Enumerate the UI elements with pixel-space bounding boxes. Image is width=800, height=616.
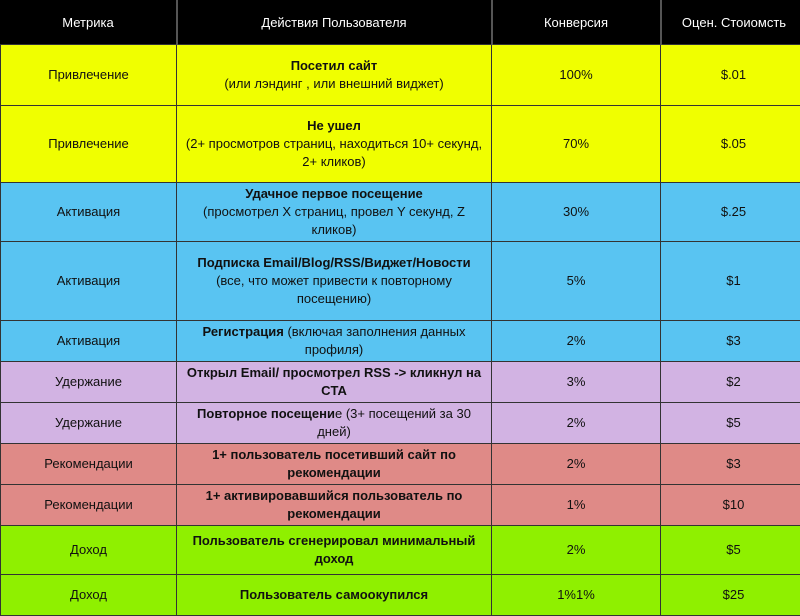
conversion-cell: 1%1% — [492, 575, 661, 616]
header-row — [1, 0, 800, 45]
conversion-cell: 2% — [492, 321, 661, 362]
action-cell — [177, 444, 492, 485]
action-rest: (все, что может привести к повторному посещению) — [216, 273, 452, 306]
action-cell — [177, 45, 492, 106]
action-cell — [177, 242, 492, 321]
cost-cell: $3 — [661, 321, 800, 362]
action-bold: Пользователь самоокупился — [240, 587, 428, 602]
action-bold: Удачное первое посещение — [245, 186, 423, 201]
table-row — [1, 242, 800, 321]
table-row — [1, 444, 800, 485]
conversion-cell: 3% — [492, 362, 661, 403]
action-bold: Открыл Email/ просмотрел RSS -> кликнул на CTA — [187, 365, 481, 398]
table-row — [1, 106, 800, 183]
conversion-cell: 100% — [492, 45, 661, 106]
action-cell — [177, 106, 492, 183]
conversion-cell: 2% — [492, 526, 661, 575]
metric-cell: Рекомендации — [1, 444, 177, 485]
conversion-cell: 2% — [492, 403, 661, 444]
cost-cell: $25 — [661, 575, 800, 616]
action-bold: Не ушел — [307, 118, 361, 133]
cost-cell: $.05 — [661, 106, 800, 183]
action-cell — [177, 485, 492, 526]
action-cell — [177, 575, 492, 616]
header-cost: Оцен. Стоиомсть — [661, 0, 800, 45]
action-cell — [177, 362, 492, 403]
cost-cell: $2 — [661, 362, 800, 403]
action-bold: Посетил сайт — [291, 58, 378, 73]
metric-cell: Активация — [1, 242, 177, 321]
conversion-cell: 2% — [492, 444, 661, 485]
cost-cell: $.25 — [661, 183, 800, 242]
cost-cell: $5 — [661, 526, 800, 575]
action-bold: Регистрация — [202, 324, 283, 339]
table-row — [1, 321, 800, 362]
table-row — [1, 485, 800, 526]
conversion-cell: 5% — [492, 242, 661, 321]
table-row — [1, 526, 800, 575]
action-rest: (или лэндинг , или внешний виджет) — [224, 76, 443, 91]
table-row — [1, 45, 800, 106]
header-action: Действия Пользователя — [177, 0, 492, 45]
cost-cell: $10 — [661, 485, 800, 526]
metric-cell: Рекомендации — [1, 485, 177, 526]
cost-cell: $1 — [661, 242, 800, 321]
action-bold: 1+ пользователь посетивший сайт по рекомендации — [212, 447, 456, 480]
action-cell — [177, 526, 492, 575]
action-rest: (2+ просмотров страниц, находиться 10+ секунд, 2+ кликов) — [186, 136, 482, 169]
conversion-cell: 1% — [492, 485, 661, 526]
conversion-cell: 30% — [492, 183, 661, 242]
action-bold: Пользователь сгенерировал минимальный доход — [193, 533, 476, 566]
metric-cell: Удержание — [1, 362, 177, 403]
metric-cell: Доход — [1, 575, 177, 616]
table-row — [1, 575, 800, 616]
table-row — [1, 183, 800, 242]
metric-cell: Активация — [1, 183, 177, 242]
metric-cell: Привлечение — [1, 45, 177, 106]
cost-cell: $5 — [661, 403, 800, 444]
header-metric: Метрика — [1, 0, 177, 45]
action-rest: е (3+ посещений за 30 дней) — [317, 406, 471, 439]
action-cell — [177, 321, 492, 362]
metric-cell: Активация — [1, 321, 177, 362]
table-row — [1, 403, 800, 444]
conversion-cell: 70% — [492, 106, 661, 183]
action-rest: (просмотрел X страниц, провел Y секунд, Z кликов) — [203, 204, 465, 237]
action-cell — [177, 403, 492, 444]
action-bold: Повторное посещени — [197, 406, 335, 421]
metric-cell: Удержание — [1, 403, 177, 444]
action-cell — [177, 183, 492, 242]
action-bold: Подписка Email/Blog/RSS/Виджет/Новости — [197, 255, 470, 270]
cost-cell: $3 — [661, 444, 800, 485]
action-rest: (включая заполнения данных профиля) — [287, 324, 465, 357]
metric-cell: Привлечение — [1, 106, 177, 183]
cost-cell: $.01 — [661, 45, 800, 106]
header-conversion: Конверсия — [492, 0, 661, 45]
metric-cell: Доход — [1, 526, 177, 575]
table-row — [1, 362, 800, 403]
action-bold: 1+ активировавшийся пользователь по рекомендации — [206, 488, 463, 521]
